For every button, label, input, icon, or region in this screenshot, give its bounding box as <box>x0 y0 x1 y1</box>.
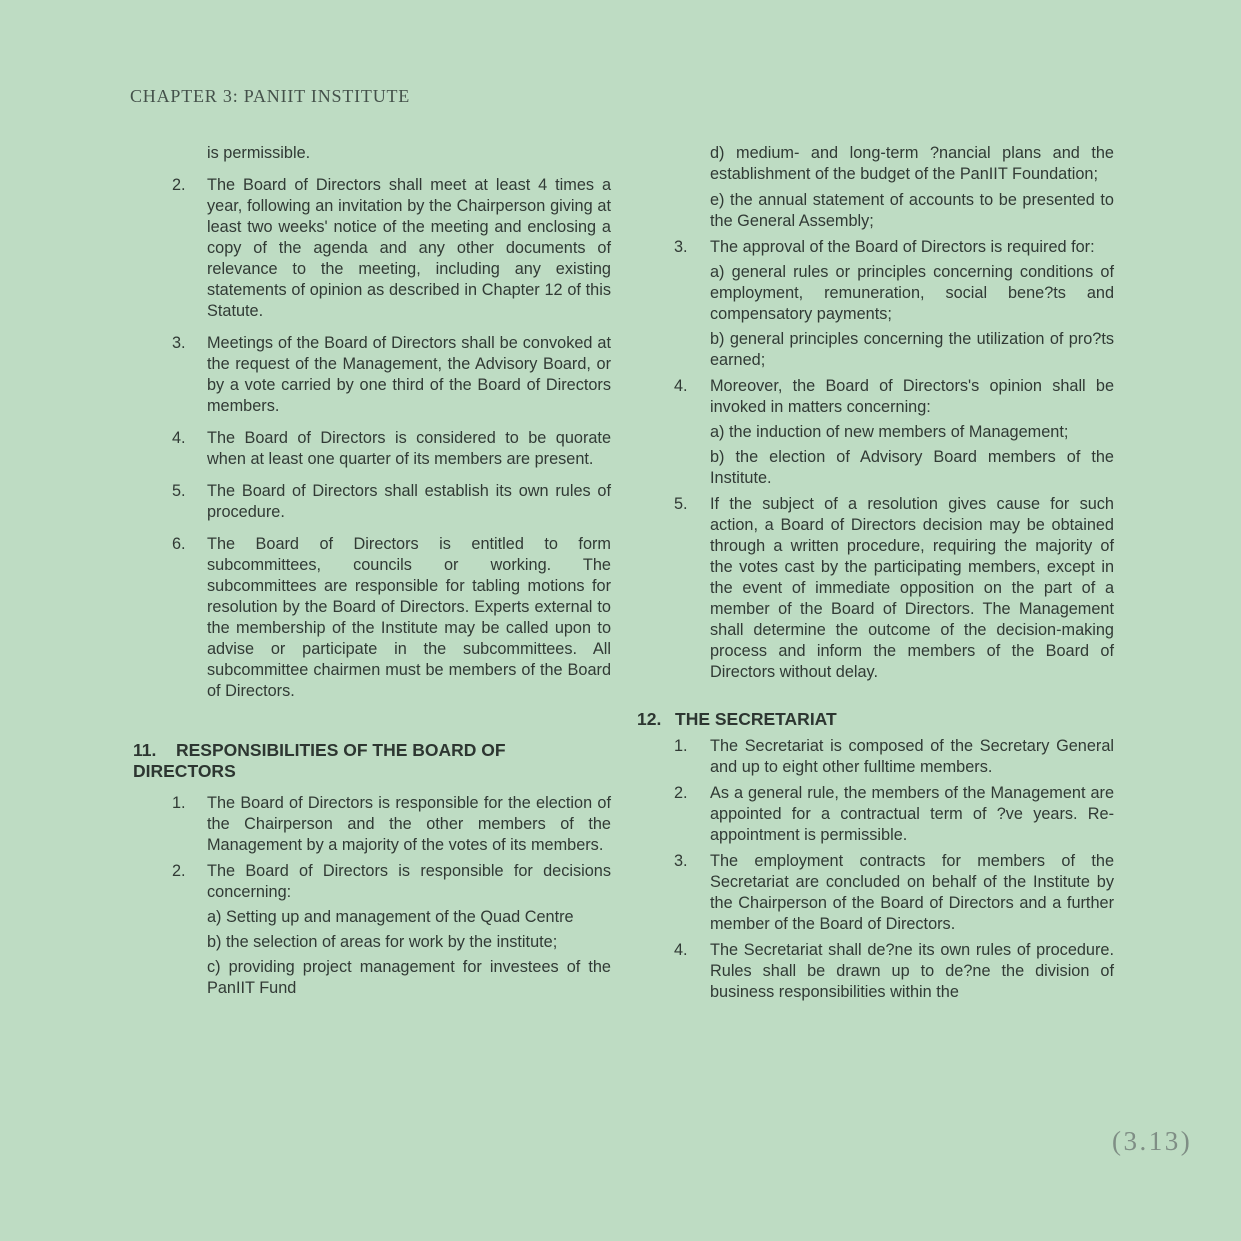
chapter-header: CHAPTER 3: PANIIT INSTITUTE <box>130 86 411 106</box>
item-number: 2. <box>674 784 688 802</box>
list-item <box>637 376 1114 489</box>
item-number: 2. <box>172 176 186 194</box>
item-text: The Secretariat shall de?ne its own rules of procedure. Rules shall be drawn up to de?ne the division of business responsibilities within the <box>710 941 1114 1001</box>
sub-item: c) providing project management for investees of the PanIIT Fund <box>207 958 611 997</box>
item-number: 3. <box>674 852 688 870</box>
item-text: The Secretariat is composed of the Secretary General and up to eight other fulltime members. <box>710 737 1114 776</box>
list-item <box>133 793 611 856</box>
item-text: The Board of Directors is considered to be quorate when at least one quarter of its members are present. <box>207 429 611 468</box>
list-item-continuation <box>133 143 611 164</box>
list-item <box>133 428 611 470</box>
sub-item: a) the induction of new members of Management; <box>710 423 1069 441</box>
section-number: 12. <box>637 709 662 729</box>
list-item <box>637 783 1114 846</box>
sub-item: b) the selection of areas for work by the institute; <box>207 933 558 951</box>
sub-item: d) medium- and long-term ?nancial plans and the establishment of the budget of the PanIIT Foundation; <box>710 144 1114 183</box>
list-item <box>637 851 1114 935</box>
item-text: The Board of Directors is responsible for the election of the Chairperson and the other members of the Management by a majority of the votes of its members. <box>207 794 611 854</box>
item-number: 5. <box>172 482 186 500</box>
sub-item: a) general rules or principles concerning conditions of employment, remuneration, social bene?ts and compensatory payments; <box>710 263 1114 323</box>
sub-item: a) Setting up and management of the Quad Centre <box>207 908 574 926</box>
list-item <box>637 237 1114 371</box>
item-text: The Board of Directors shall meet at least 4 times a year, following an invitation by the Chairperson giving at least two weeks' notice of the meeting and enclosing a copy of the agenda and any other documents of relevance to the meeting, including any existing statements of opinion as described in Chapter 12 of this Statute. <box>207 176 611 320</box>
item-number: 4. <box>172 429 186 447</box>
item-text: As a general rule, the members of the Management are appointed for a contractual term of ?ve years. Re-appointment is permissible. <box>710 784 1114 844</box>
item-text: The Board of Directors is entitled to form subcommittees, councils or working. The subcommittees are responsible for tabling motions for resolution by the Board of Directors. Experts external to the membership of the Institute may be called upon to advise or participate in the subcommittees. All subcommittee chairmen must be members of the Board of Directors. <box>207 535 611 700</box>
list-item <box>637 494 1114 683</box>
list-item <box>133 861 611 999</box>
item-text: The employment contracts for members of the Secretariat are concluded on behalf of the Institute by the Chairperson of the Board of Directors and a further member of the Board of Directors. <box>710 852 1114 933</box>
left-column <box>133 143 611 1004</box>
section-heading-responsibilities <box>133 740 611 782</box>
list-item <box>133 481 611 523</box>
sub-item: e) the annual statement of accounts to be presented to the General Assembly; <box>710 191 1114 230</box>
list-item <box>133 333 611 417</box>
item-number: 4. <box>674 377 688 395</box>
right-column <box>637 143 1114 1008</box>
item-text: The approval of the Board of Directors is required for: <box>710 238 1095 256</box>
item-number: 5. <box>674 495 688 513</box>
list-item <box>637 736 1114 778</box>
sub-item: b) general principles concerning the utilization of pro?ts earned; <box>710 330 1114 369</box>
item-number: 2. <box>172 862 186 880</box>
item-number: 4. <box>674 941 688 959</box>
list-item <box>133 175 611 322</box>
section-title: THE SECRETARIAT <box>675 709 837 729</box>
item-text: The Board of Directors shall establish its own rules of procedure. <box>207 482 611 521</box>
section-title: RESPONSIBILITIES OF THE BOARD OF DIRECTORS <box>133 740 506 781</box>
list-item-continuation <box>637 143 1114 185</box>
item-number: 1. <box>172 794 186 812</box>
section-number: 11. <box>133 740 157 760</box>
item-text: Meetings of the Board of Directors shall be convoked at the request of the Management, the Advisory Board, or by a vote carried by one third of the Board of Directors members. <box>207 334 611 415</box>
page-number: (3.13) <box>1112 1126 1193 1156</box>
item-number: 3. <box>674 238 688 256</box>
item-text: is permissible. <box>207 144 311 162</box>
list-item <box>133 534 611 702</box>
item-text: Moreover, the Board of Directors's opinion shall be invoked in matters concerning: <box>710 377 1114 416</box>
item-number: 6. <box>172 535 186 553</box>
list-item <box>637 940 1114 1003</box>
item-number: 1. <box>674 737 688 755</box>
sub-item: b) the election of Advisory Board members of the Institute. <box>710 448 1114 487</box>
list-item-continuation <box>637 190 1114 232</box>
item-text: If the subject of a resolution gives cause for such action, a Board of Directors decision may be obtained through a written procedure, requiring the majority of the votes cast by the participating members, except in the event of immediate opposition on the part of a member of the Board of Directors. The Management shall determine the outcome of the decision-making process and inform the members of the Board of Directors without delay. <box>710 495 1114 681</box>
item-number: 3. <box>172 334 186 352</box>
section-heading-secretariat <box>637 709 1114 730</box>
item-text: The Board of Directors is responsible for decisions concerning: <box>207 862 611 901</box>
